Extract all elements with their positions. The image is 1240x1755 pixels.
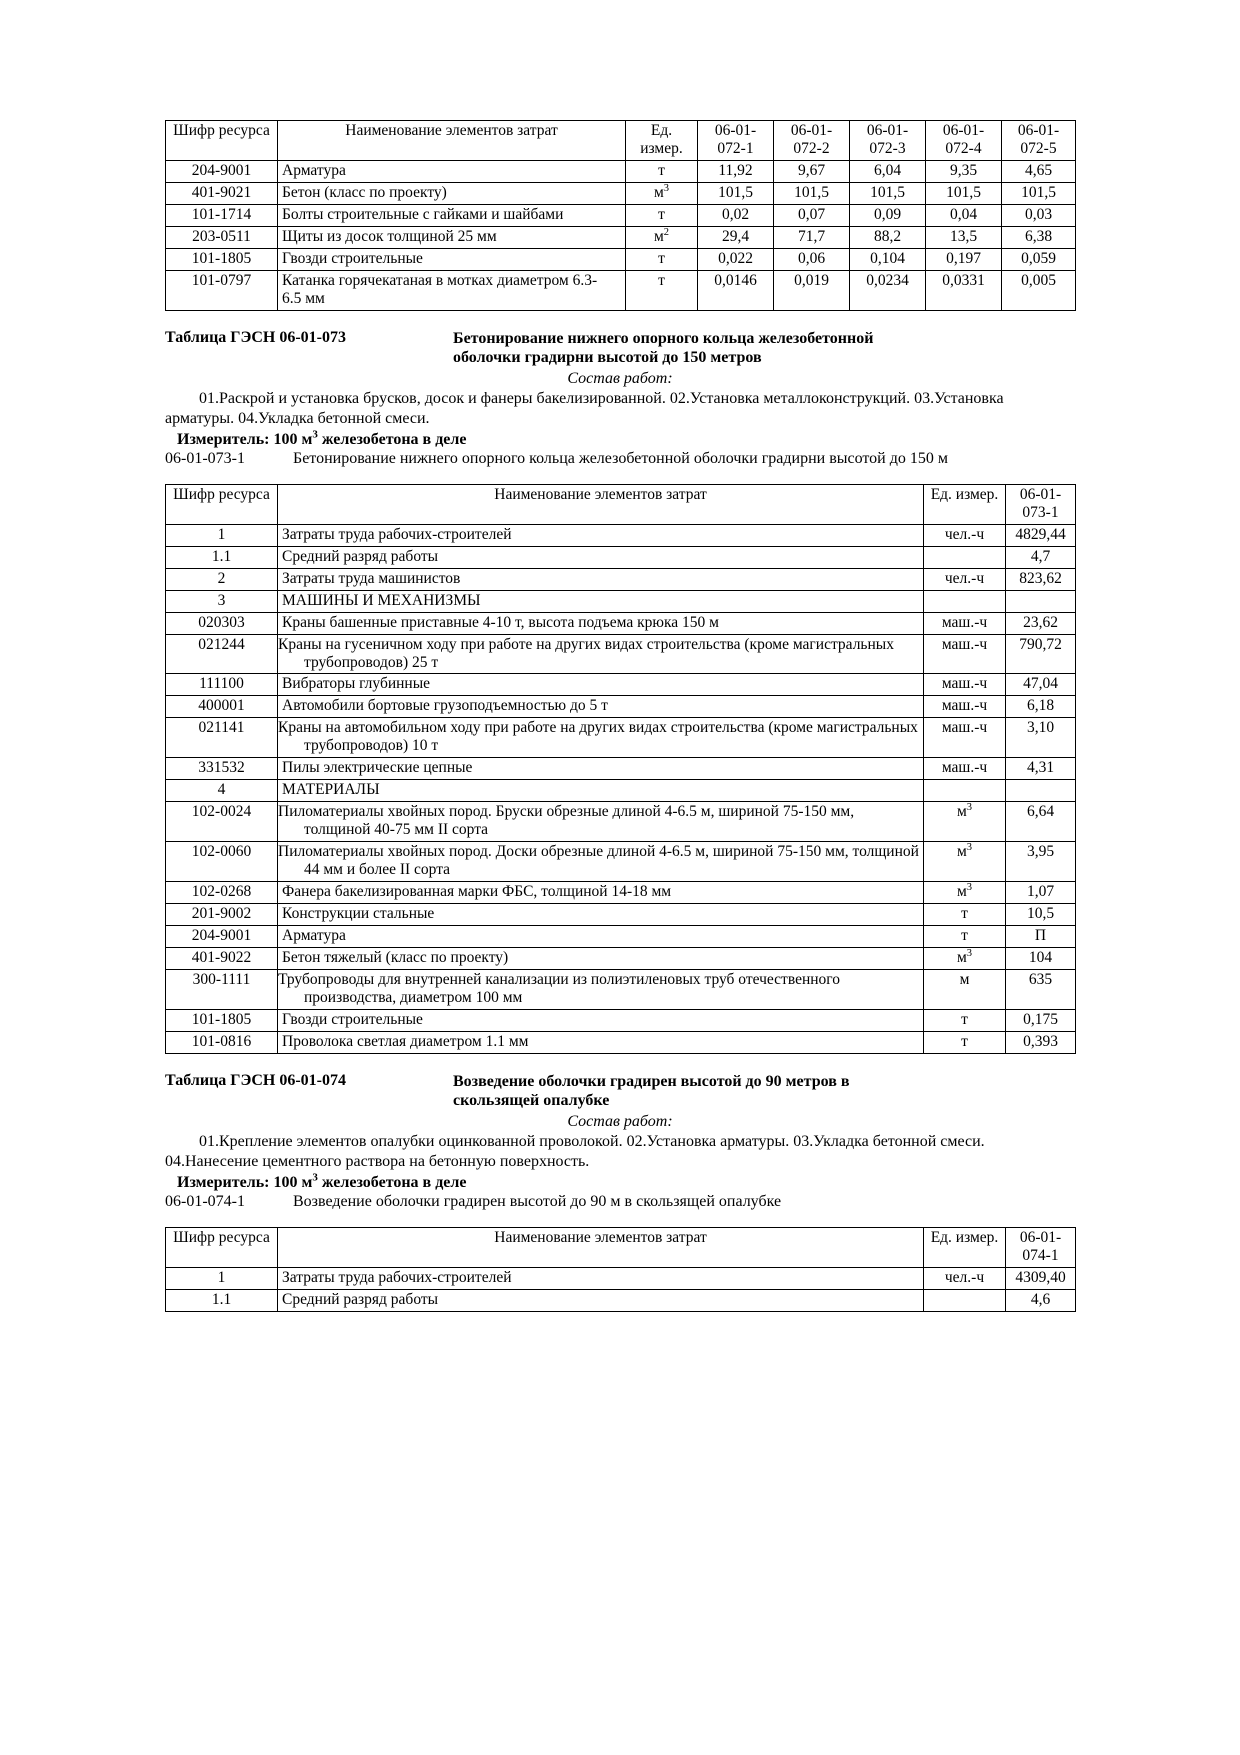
norm-code-row-073 — [165, 450, 1075, 468]
table-073-label: Таблица ГЭСН 06-01-073 — [165, 328, 346, 346]
table-row — [166, 802, 1076, 842]
row-val-3: 0,09 — [850, 204, 926, 226]
row-unit: $м^3$ — [626, 182, 698, 204]
row-name: Проволока светлая диаметром 1.1 мм — [278, 1031, 924, 1053]
row-val-3: 88,2 — [850, 226, 926, 248]
row-unit: чел.-ч — [924, 1267, 1006, 1289]
table-074-name: Возведение оболочки градирен высотой до 90 метров в скользящей опалубке — [453, 1072, 850, 1110]
row-code: 201-9002 — [166, 904, 278, 926]
norm-code-name-073: Бетонирование нижнего опорного кольца железобетонной оболочки градирни высотой до 150 м — [293, 449, 948, 467]
izmeritel-suffix: железобетона в деле — [317, 430, 467, 448]
row-code: 1 — [166, 524, 278, 546]
row-val: 4309,40 — [1006, 1267, 1076, 1289]
row-code: 102-0060 — [166, 842, 278, 882]
row-val: 823,62 — [1006, 568, 1076, 590]
norm-code-row-074 — [165, 1193, 1075, 1211]
row-name: Затраты труда рабочих-строителей — [278, 524, 924, 546]
row-name: Бетон тяжелый (класс по проекту) — [278, 948, 924, 970]
row-val: 23,62 — [1006, 612, 1076, 634]
table-row — [166, 948, 1076, 970]
row-code: 101-1714 — [166, 204, 278, 226]
table-header-row — [166, 484, 1076, 524]
row-unit — [924, 590, 1006, 612]
table-row — [166, 612, 1076, 634]
row-val: 3,95 — [1006, 842, 1076, 882]
works-list-073: 01.Раскрой и установка брусков, досок и фанеры бакелизированной. 02.Установка металлоконструкций. 03.Установка арматуры. 04.Укладка бетонной смеси. — [165, 389, 1004, 427]
izmeritel-exponent: 3 — [312, 1171, 318, 1184]
unit-exponent: 3 — [966, 842, 973, 854]
row-name: Катанка горячекатаная в мотках диаметром 6.3-6.5 мм — [278, 270, 626, 310]
row-val: П — [1006, 926, 1076, 948]
table-row — [166, 270, 1076, 310]
row-unit: $м^3$ — [924, 948, 1006, 970]
row-val-3: 0,104 — [850, 248, 926, 270]
table-row — [166, 1267, 1076, 1289]
table-row — [166, 674, 1076, 696]
row-name: Щиты из досок толщиной 25 мм — [278, 226, 626, 248]
row-val-4: 0,0331 — [926, 270, 1002, 310]
row-val-5: 6,38 — [1002, 226, 1076, 248]
row-name: Гвозди строительные — [278, 1009, 924, 1031]
row-code: 401-9021 — [166, 182, 278, 204]
row-val-5: 0,03 — [1002, 204, 1076, 226]
unit-exponent: 3 — [966, 947, 973, 959]
izmeritel-prefix: Измеритель: 100 м — [177, 1173, 313, 1191]
row-unit: т — [924, 926, 1006, 948]
table-row — [166, 546, 1076, 568]
row-unit: маш.-ч — [924, 758, 1006, 780]
header-col-5: 06-01-072-5 — [1002, 121, 1076, 161]
header-col-2: 06-01-072-2 — [774, 121, 850, 161]
table-row — [166, 882, 1076, 904]
table-row — [166, 780, 1076, 802]
row-unit: маш.-ч — [924, 696, 1006, 718]
row-name: Конструкции стальные — [278, 904, 924, 926]
row-name: Арматура — [278, 926, 924, 948]
row-val: 3,10 — [1006, 718, 1076, 758]
row-val-3: 101,5 — [850, 182, 926, 204]
row-unit: маш.-ч — [924, 612, 1006, 634]
row-val-5: 0,005 — [1002, 270, 1076, 310]
row-code: 102-0024 — [166, 802, 278, 842]
row-name: Затраты труда машинистов — [278, 568, 924, 590]
row-unit — [924, 1289, 1006, 1311]
table-row — [166, 634, 1076, 674]
row-val-3: 6,04 — [850, 160, 926, 182]
row-name: Трубопроводы для внутренней канализации из полиэтиленовых труб отечественного производства, диаметром 100 мм — [278, 970, 924, 1010]
header-code: Шифр ресурса — [166, 1227, 278, 1267]
row-name: МАТЕРИАЛЫ — [278, 780, 924, 802]
table-row — [166, 970, 1076, 1010]
header-col-4: 06-01-072-4 — [926, 121, 1002, 161]
row-name: Пиломатериалы хвойных пород. Бруски обрезные длиной 4-6.5 м, шириной 75-150 мм, толщиной 40-75 мм II сорта — [278, 802, 924, 842]
row-val: 790,72 — [1006, 634, 1076, 674]
row-unit: т — [626, 204, 698, 226]
row-code: 1.1 — [166, 1289, 278, 1311]
row-val: 635 — [1006, 970, 1076, 1010]
table-row — [166, 758, 1076, 780]
row-name: Бетон (класс по проекту) — [278, 182, 626, 204]
row-name: Фанера бакелизированная марки ФБС, толщиной 14-18 мм — [278, 882, 924, 904]
header-col-1: 06-01-072-1 — [698, 121, 774, 161]
resource-table-073 — [165, 484, 1076, 1054]
row-unit: т — [924, 1009, 1006, 1031]
row-code: 021141 — [166, 718, 278, 758]
row-code: 3 — [166, 590, 278, 612]
row-code: 4 — [166, 780, 278, 802]
row-val-2: 9,67 — [774, 160, 850, 182]
row-val: 4,6 — [1006, 1289, 1076, 1311]
row-unit: $м^3$ — [924, 842, 1006, 882]
header-col-3: 06-01-072-3 — [850, 121, 926, 161]
table-row — [166, 842, 1076, 882]
table-row — [166, 926, 1076, 948]
header-name: Наименование элементов затрат — [278, 1227, 924, 1267]
row-unit: чел.-ч — [924, 568, 1006, 590]
table-row — [166, 1031, 1076, 1053]
izmeritel-073 — [165, 428, 1075, 449]
unit-exponent: 2 — [663, 226, 670, 238]
table-row — [166, 248, 1076, 270]
row-name: Арматура — [278, 160, 626, 182]
row-unit: чел.-ч — [924, 524, 1006, 546]
row-code: 204-9001 — [166, 160, 278, 182]
row-val-4: 0,04 — [926, 204, 1002, 226]
row-code: 300-1111 — [166, 970, 278, 1010]
row-code: 400001 — [166, 696, 278, 718]
row-name: МАШИНЫ И МЕХАНИЗМЫ — [278, 590, 924, 612]
header-name: Наименование элементов затрат — [278, 121, 626, 161]
row-unit: $м^3$ — [924, 802, 1006, 842]
row-name: Автомобили бортовые грузоподъемностью до 5 т — [278, 696, 924, 718]
unit-exponent: 3 — [966, 802, 973, 814]
izmeritel-prefix: Измеритель: 100 м — [177, 430, 313, 448]
izmeritel-exponent: 3 — [312, 428, 318, 441]
row-name: Средний разряд работы — [278, 1289, 924, 1311]
row-unit: т — [924, 1031, 1006, 1053]
row-name: Краны на автомобильном ходу при работе на других видах строительства (кроме магистральных трубопроводов) 10 т — [278, 718, 924, 758]
row-code: 111100 — [166, 674, 278, 696]
table-row — [166, 696, 1076, 718]
document-content — [165, 120, 1075, 1312]
table-row — [166, 524, 1076, 546]
row-val: 0,175 — [1006, 1009, 1076, 1031]
row-name: Пилы электрические цепные — [278, 758, 924, 780]
table-row — [166, 1009, 1076, 1031]
row-name: Пиломатериалы хвойных пород. Доски обрезные длиной 4-6.5 м, шириной 75-150 мм, толщиной 44 мм и более II сорта — [278, 842, 924, 882]
row-unit: т — [626, 160, 698, 182]
row-val: 104 — [1006, 948, 1076, 970]
row-code: 020303 — [166, 612, 278, 634]
row-code: 2 — [166, 568, 278, 590]
table-row — [166, 160, 1076, 182]
row-val-2: 0,019 — [774, 270, 850, 310]
row-val: 1,07 — [1006, 882, 1076, 904]
table-row — [166, 718, 1076, 758]
row-name: Средний разряд работы — [278, 546, 924, 568]
row-unit: маш.-ч — [924, 718, 1006, 758]
row-name: Краны башенные приставные 4-10 т, высота подъема крюка 150 м — [278, 612, 924, 634]
row-val-5: 101,5 — [1002, 182, 1076, 204]
table-row — [166, 568, 1076, 590]
row-code: 101-1805 — [166, 248, 278, 270]
sostav-rabot-074: Состав работ: — [567, 1112, 673, 1130]
row-val: 6,18 — [1006, 696, 1076, 718]
resource-table-074 — [165, 1227, 1076, 1312]
row-unit: м — [924, 970, 1006, 1010]
row-name: Гвозди строительные — [278, 248, 626, 270]
table-074-label: Таблица ГЭСН 06-01-074 — [165, 1071, 346, 1089]
header-code: Шифр ресурса — [166, 121, 278, 161]
row-val: 4829,44 — [1006, 524, 1076, 546]
row-val-2: 0,06 — [774, 248, 850, 270]
row-val-1: 0,02 — [698, 204, 774, 226]
row-val: 6,64 — [1006, 802, 1076, 842]
resource-table-072 — [165, 120, 1076, 311]
table-row — [166, 226, 1076, 248]
row-val-4: 0,197 — [926, 248, 1002, 270]
row-val: 0,393 — [1006, 1031, 1076, 1053]
row-val: 47,04 — [1006, 674, 1076, 696]
row-val-2: 0,07 — [774, 204, 850, 226]
row-code: 1 — [166, 1267, 278, 1289]
row-code: 101-1805 — [166, 1009, 278, 1031]
sostav-rabot-073: Состав работ: — [567, 369, 673, 387]
header-col-1: 06-01-074-1 — [1006, 1227, 1076, 1267]
row-code: 203-0511 — [166, 226, 278, 248]
header-name: Наименование элементов затрат — [278, 484, 924, 524]
table-row — [166, 1289, 1076, 1311]
row-unit: маш.-ч — [924, 674, 1006, 696]
row-code: 021244 — [166, 634, 278, 674]
header-code: Шифр ресурса — [166, 484, 278, 524]
table-074-title — [165, 1072, 1075, 1111]
table-row — [166, 204, 1076, 226]
row-unit: $м^3$ — [924, 882, 1006, 904]
row-unit: т — [924, 904, 1006, 926]
header-col-1: 06-01-073-1 — [1006, 484, 1076, 524]
table-row — [166, 182, 1076, 204]
row-val-4: 13,5 — [926, 226, 1002, 248]
row-code: 101-0816 — [166, 1031, 278, 1053]
row-val-2: 71,7 — [774, 226, 850, 248]
row-val-5: 0,059 — [1002, 248, 1076, 270]
unit-exponent: 3 — [966, 882, 973, 893]
row-val-2: 101,5 — [774, 182, 850, 204]
row-val-4: 9,35 — [926, 160, 1002, 182]
unit-exponent: 3 — [663, 182, 670, 194]
row-code: 204-9001 — [166, 926, 278, 948]
izmeritel-suffix: железобетона в деле — [317, 1173, 467, 1191]
izmeritel-074 — [165, 1171, 1075, 1192]
row-val-1: 11,92 — [698, 160, 774, 182]
row-val: 4,31 — [1006, 758, 1076, 780]
table-row — [166, 904, 1076, 926]
row-val-3: 0,0234 — [850, 270, 926, 310]
row-val — [1006, 780, 1076, 802]
row-val-1: 29,4 — [698, 226, 774, 248]
row-unit: $м^2$ — [626, 226, 698, 248]
header-unit: Ед. измер. — [924, 1227, 1006, 1267]
table-row — [166, 590, 1076, 612]
table-header-row — [166, 121, 1076, 161]
row-unit: т — [626, 270, 698, 310]
row-val-1: 0,022 — [698, 248, 774, 270]
row-val — [1006, 590, 1076, 612]
row-unit — [924, 780, 1006, 802]
header-unit: Ед. измер. — [626, 121, 698, 161]
norm-code-name-074: Возведение оболочки градирен высотой до 90 м в скользящей опалубке — [293, 1192, 782, 1210]
norm-code-073: 06-01-073-1 — [165, 449, 245, 467]
row-val-5: 4,65 — [1002, 160, 1076, 182]
row-code: 331532 — [166, 758, 278, 780]
norm-code-074: 06-01-074-1 — [165, 1192, 245, 1210]
row-name: Вибраторы глубинные — [278, 674, 924, 696]
row-unit: маш.-ч — [924, 634, 1006, 674]
row-code: 401-9022 — [166, 948, 278, 970]
row-val-1: 0,0146 — [698, 270, 774, 310]
row-code: 101-0797 — [166, 270, 278, 310]
row-unit: т — [626, 248, 698, 270]
table-header-row — [166, 1227, 1076, 1267]
table-073-title — [165, 329, 1075, 368]
row-val-4: 101,5 — [926, 182, 1002, 204]
row-name: Краны на гусеничном ходу при работе на других видах строительства (кроме магистральных трубопроводов) 25 т — [278, 634, 924, 674]
row-val: 10,5 — [1006, 904, 1076, 926]
row-unit — [924, 546, 1006, 568]
row-name: Затраты труда рабочих-строителей — [278, 1267, 924, 1289]
row-code: 1.1 — [166, 546, 278, 568]
works-list-074: 01.Крепление элементов опалубки оцинкованной проволокой. 02.Установка арматуры. 03.Укладка бетонной смеси. 04.Нанесение цементного раствора на бетонную поверхность. — [165, 1132, 985, 1170]
row-code: 102-0268 — [166, 882, 278, 904]
header-unit: Ед. измер. — [924, 484, 1006, 524]
table-073-name: Бетонирование нижнего опорного кольца железобетонной оболочки градирни высотой до 150 метров — [453, 329, 874, 367]
row-val-1: 101,5 — [698, 182, 774, 204]
row-name: Болты строительные с гайками и шайбами — [278, 204, 626, 226]
row-val: 4,7 — [1006, 546, 1076, 568]
